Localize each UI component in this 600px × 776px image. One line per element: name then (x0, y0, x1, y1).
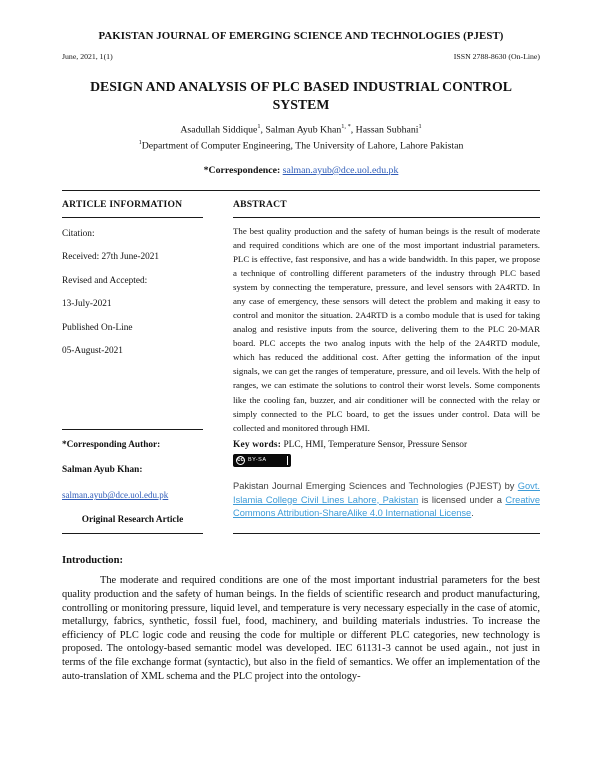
correspondence-label: *Correspondence: (203, 164, 283, 176)
abstract-text: The best quality production and the safety of human beings is the result of moderate and required conditions which are one of the most important industrial parameters. PLC is effective, fast responsive, and has a wide bandwidth. In this paper, we propose a technique of controlling different parameters of the industry through PLC based system by connecting the temperature, pressure, and level sensors with 2A4RTD. In any case of emergency, these sensors will detect the problem and making it easy to control and monitor the situation. 2A4RTD is a combo module that is used for taking analog and resistive inputs from the source, delivering them to the PLC 20-MAR board. PLC accepts the two analog inputs with the help of the 2A4RTD module, which has reduced the additional cost. After getting the information of the input signals, we can get the ranges of temperature, pressure, and oil levels. With the help of ranges, we can estimate the solutions to control their worst levels. Some components like the cooling fan, buzzer, and air conditioner will be connected with the relay or simply connected to the PLC board, to get the issues under control. Data will be collected and monitored through HMI. (233, 225, 540, 433)
license-link-creative-commons[interactable]: Creative Commons Attribution-ShareAlike 4.0 International License (233, 494, 540, 519)
article-information-items (62, 223, 203, 363)
journal-meta-row (62, 52, 540, 61)
info-revised-accepted-date: 13-July-2021 (62, 299, 112, 310)
journal-name: PAKISTAN JOURNAL OF EMERGING SCIENCE AND TECHNOLOGIES (PJEST) (98, 30, 504, 42)
author-name: , Hassan Subhani (350, 124, 419, 136)
affiliation-superscript: 1 (138, 138, 142, 146)
info-published-online-date: 05-August-2021 (62, 345, 123, 356)
corresponding-author-block (62, 429, 203, 533)
info-citation-label: Citation: (62, 228, 95, 239)
author-superscript: 1 (257, 123, 261, 131)
corresponding-author-name: Salman Ayub Khan: (62, 465, 143, 476)
license-part3: . (471, 508, 474, 519)
cc-badge-divider (287, 456, 288, 465)
cc-badge-label: BY-SA (248, 457, 267, 464)
license-part1: Pakistan Journal Emerging Sciences and Technologies (PJEST) by (233, 480, 518, 491)
info-published-online-label: Published On-Line (62, 322, 133, 333)
author-name: Asadullah Siddique (180, 124, 258, 136)
affiliation-text: Department of Computer Engineering, The University of Lahore, Lahore Pakistan (141, 139, 464, 151)
info-received-date: Received: 27th June-2021 (62, 252, 160, 263)
article-information-column (62, 191, 203, 534)
license-part2: is licensed under a (418, 494, 506, 505)
author-superscript: 1, * (341, 123, 351, 131)
correspondence-line (62, 165, 540, 176)
license-link-publisher[interactable]: Govt. Islamia College Civil Lines Lahore, Pakistan (233, 480, 540, 505)
author-name: , Salman Ayub Khan (260, 124, 342, 136)
corresponding-author-label: *Corresponding Author: (62, 440, 161, 451)
article-info-table (62, 190, 540, 534)
journal-issue: June, 2021, 1(1) (62, 52, 113, 61)
article-type-label: Original Research Article (81, 515, 184, 526)
article-title: DESIGN AND ANALYSIS OF PLC BASED INDUSTRIAL CONTROL SYSTEM (90, 79, 512, 113)
keywords-list: PLC, HMI, Temperature Sensor, Pressure Sensor (281, 439, 468, 450)
correspondence-email-link[interactable]: salman.ayub@dce.uol.edu.pk (282, 164, 399, 176)
corresponding-author-email-link[interactable]: salman.ayub@dce.uol.edu.pk (62, 490, 169, 501)
authors-line (62, 123, 540, 135)
abstract-header: ABSTRACT (233, 191, 540, 218)
info-revised-accepted-label: Revised and Accepted: (62, 275, 148, 286)
cc-icon: cc (237, 457, 244, 464)
keywords-line (233, 440, 540, 450)
journal-issn: ISSN 2788-8630 (On-Line) (453, 52, 540, 61)
author-superscript: 1 (418, 123, 422, 131)
cc-by-sa-badge[interactable] (233, 454, 291, 467)
abstract-column (233, 191, 540, 534)
license-text (233, 480, 540, 522)
introduction-paragraph: The moderate and required conditions are one of the most important industrial parameters for the best quality production and the safety of human beings. In the fields of scientific research and product manufacturing, controlling or monitoring pressure, liquid level, and temperature is very necessary especially in the case of atomic, metallurgy, fabrics, synthetic, fossil fuel, food, machinery, and building materials industries. To increase the efficiency of PLC logic code and reusing the code for multiple or different PLC categories, new technology is proposed. The ontology-based semantic model was developed. IEC 61131-3 cannot be used again., not just in terms of the file exchange format (syntactic), but also in the field of semantics. We offer an implementation of the auto-translation of XML schema and the PLC project into the ontology- (62, 575, 540, 682)
introduction-heading: Introduction: (62, 555, 124, 567)
keywords-label: Key words: (233, 439, 282, 450)
article-information-header: ARTICLE INFORMATION (62, 191, 203, 218)
affiliation-line (62, 139, 540, 151)
